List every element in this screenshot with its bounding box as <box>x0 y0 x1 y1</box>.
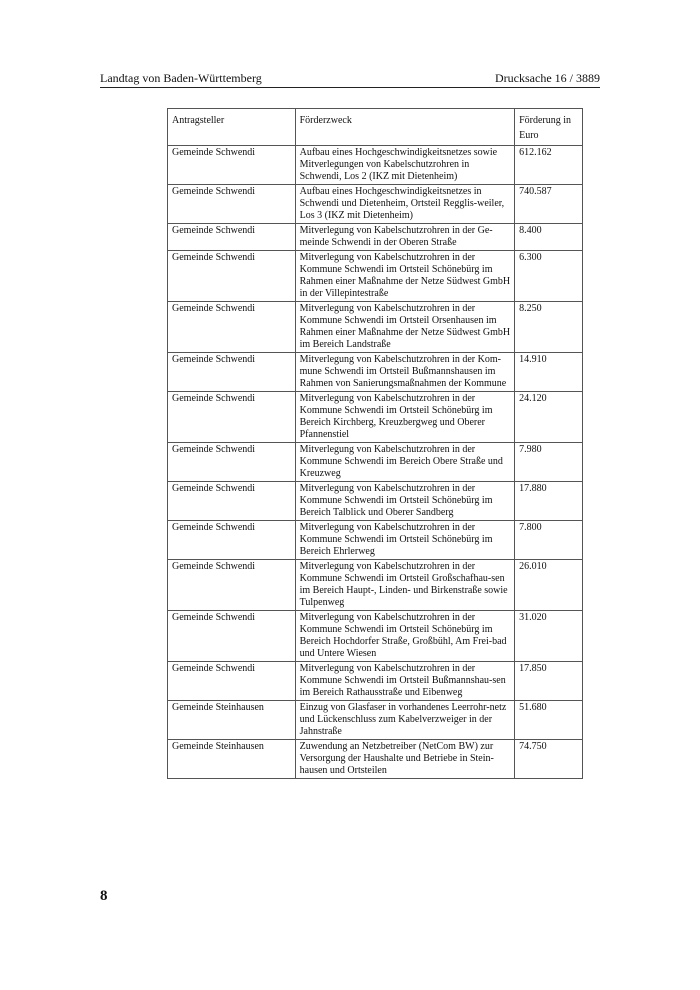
table-row <box>168 740 583 779</box>
cell-purpose: Mitverlegung von Kabelschutzrohren in der Kommune Schwendi im Ortsteil Orsenhausen im Rahmen einer Maßnahme der Netze Südwest GmbH im Bereich Landstraße <box>295 302 514 353</box>
column-header-purpose: Förderzweck <box>295 109 514 146</box>
cell-purpose: Mitverlegung von Kabelschutzrohren in der Kom-mune Schwendi im Ortsteil Bußmannshausen im Rahmen von Sanierungsmaßnahmen der Kommune <box>295 353 514 392</box>
table-row <box>168 701 583 740</box>
cell-amount: 8.400 <box>515 224 583 251</box>
running-header-right: Drucksache 16 / 3889 <box>495 71 600 85</box>
column-header-applicant: Antragsteller <box>168 109 296 146</box>
cell-amount: 17.880 <box>515 482 583 521</box>
table-row <box>168 611 583 662</box>
table-header-row <box>168 109 583 146</box>
cell-purpose: Mitverlegung von Kabelschutzrohren in der Kommune Schwendi im Bereich Obere Straße und Kreuzweg <box>295 443 514 482</box>
cell-purpose: Mitverlegung von Kabelschutzrohren in der Kommune Schwendi im Ortsteil Schönebürg im Bereich Ehrlerweg <box>295 521 514 560</box>
table-row <box>168 353 583 392</box>
table-row <box>168 521 583 560</box>
cell-applicant: Gemeinde Schwendi <box>168 662 296 701</box>
cell-amount: 14.910 <box>515 353 583 392</box>
table-row <box>168 146 583 185</box>
cell-applicant: Gemeinde Schwendi <box>168 482 296 521</box>
cell-amount: 7.980 <box>515 443 583 482</box>
table-row <box>168 392 583 443</box>
cell-applicant: Gemeinde Schwendi <box>168 560 296 611</box>
table-body <box>168 146 583 779</box>
cell-applicant: Gemeinde Schwendi <box>168 251 296 302</box>
cell-applicant: Gemeinde Steinhausen <box>168 740 296 779</box>
cell-amount: 51.680 <box>515 701 583 740</box>
table-row <box>168 302 583 353</box>
cell-amount: 26.010 <box>515 560 583 611</box>
cell-applicant: Gemeinde Schwendi <box>168 443 296 482</box>
cell-amount: 7.800 <box>515 521 583 560</box>
cell-purpose: Zuwendung an Netzbetreiber (NetCom BW) zur Versorgung der Haushalte und Betriebe in Stein-hausen und Ortsteilen <box>295 740 514 779</box>
cell-applicant: Gemeinde Schwendi <box>168 353 296 392</box>
table-row <box>168 560 583 611</box>
cell-amount: 17.850 <box>515 662 583 701</box>
cell-applicant: Gemeinde Schwendi <box>168 185 296 224</box>
cell-applicant: Gemeinde Schwendi <box>168 611 296 662</box>
cell-purpose: Mitverlegung von Kabelschutzrohren in der Kommune Schwendi im Ortsteil Schönebürg im Rahmen einer Maßnahme der Netze Südwest GmbH in der Villepintestraße <box>295 251 514 302</box>
cell-applicant: Gemeinde Schwendi <box>168 521 296 560</box>
running-header-left: Landtag von Baden-Württemberg <box>100 71 262 85</box>
cell-amount: 8.250 <box>515 302 583 353</box>
table-row <box>168 185 583 224</box>
cell-amount: 74.750 <box>515 740 583 779</box>
cell-applicant: Gemeinde Schwendi <box>168 224 296 251</box>
cell-purpose: Mitverlegung von Kabelschutzrohren in der Kommune Schwendi im Ortsteil Schönebürg im Bereich Hochdorfer Straße, Großbühl, Am Frei-bad und Untere Wiesen <box>295 611 514 662</box>
cell-amount: 24.120 <box>515 392 583 443</box>
cell-purpose: Mitverlegung von Kabelschutzrohren in der Kommune Schwendi im Ortsteil Schönebürg im Bereich Kirchberg, Kreuzbergweg und Oberer Pfannenstiel <box>295 392 514 443</box>
table-row <box>168 482 583 521</box>
table-row <box>168 662 583 701</box>
cell-purpose: Aufbau eines Hochgeschwindigkeitsnetzes sowie Mitverlegungen von Kabelschutzrohren in Schwendi, Los 2 (IKZ mit Dietenheim) <box>295 146 514 185</box>
cell-amount: 31.020 <box>515 611 583 662</box>
cell-purpose: Mitverlegung von Kabelschutzrohren in der Kommune Schwendi im Ortsteil Schönebürg im Bereich Talblick und Oberer Sandberg <box>295 482 514 521</box>
cell-applicant: Gemeinde Schwendi <box>168 302 296 353</box>
cell-purpose: Einzug von Glasfaser in vorhandenes Leerrohr-netz und Lückenschluss zum Kabelverzweiger in der Jahnstraße <box>295 701 514 740</box>
cell-amount: 740.587 <box>515 185 583 224</box>
cell-purpose: Mitverlegung von Kabelschutzrohren in der Kommune Schwendi im Ortsteil Großschafhau-sen im Bereich Haupt-, Linden- und Birkenstraße sowie Tulpenweg <box>295 560 514 611</box>
cell-applicant: Gemeinde Schwendi <box>168 392 296 443</box>
cell-amount: 612.162 <box>515 146 583 185</box>
cell-applicant: Gemeinde Steinhausen <box>168 701 296 740</box>
table-row <box>168 251 583 302</box>
table-row <box>168 224 583 251</box>
header-rule <box>100 87 600 88</box>
cell-amount: 6.300 <box>515 251 583 302</box>
funding-table <box>167 108 583 779</box>
table-row <box>168 443 583 482</box>
cell-purpose: Aufbau eines Hochgeschwindigkeitsnetzes in Schwendi und Dietenheim, Ortsteil Regglis-weiler, Los 3 (IKZ mit Dietenheim) <box>295 185 514 224</box>
cell-purpose: Mitverlegung von Kabelschutzrohren in der Kommune Schwendi im Ortsteil Bußmannshau-sen im Bereich Rathausstraße und Eibenweg <box>295 662 514 701</box>
column-header-amount: Förderung in Euro <box>515 109 583 146</box>
cell-applicant: Gemeinde Schwendi <box>168 146 296 185</box>
page-number: 8 <box>100 888 108 904</box>
cell-purpose: Mitverlegung von Kabelschutzrohren in der Ge-meinde Schwendi in der Oberen Straße <box>295 224 514 251</box>
